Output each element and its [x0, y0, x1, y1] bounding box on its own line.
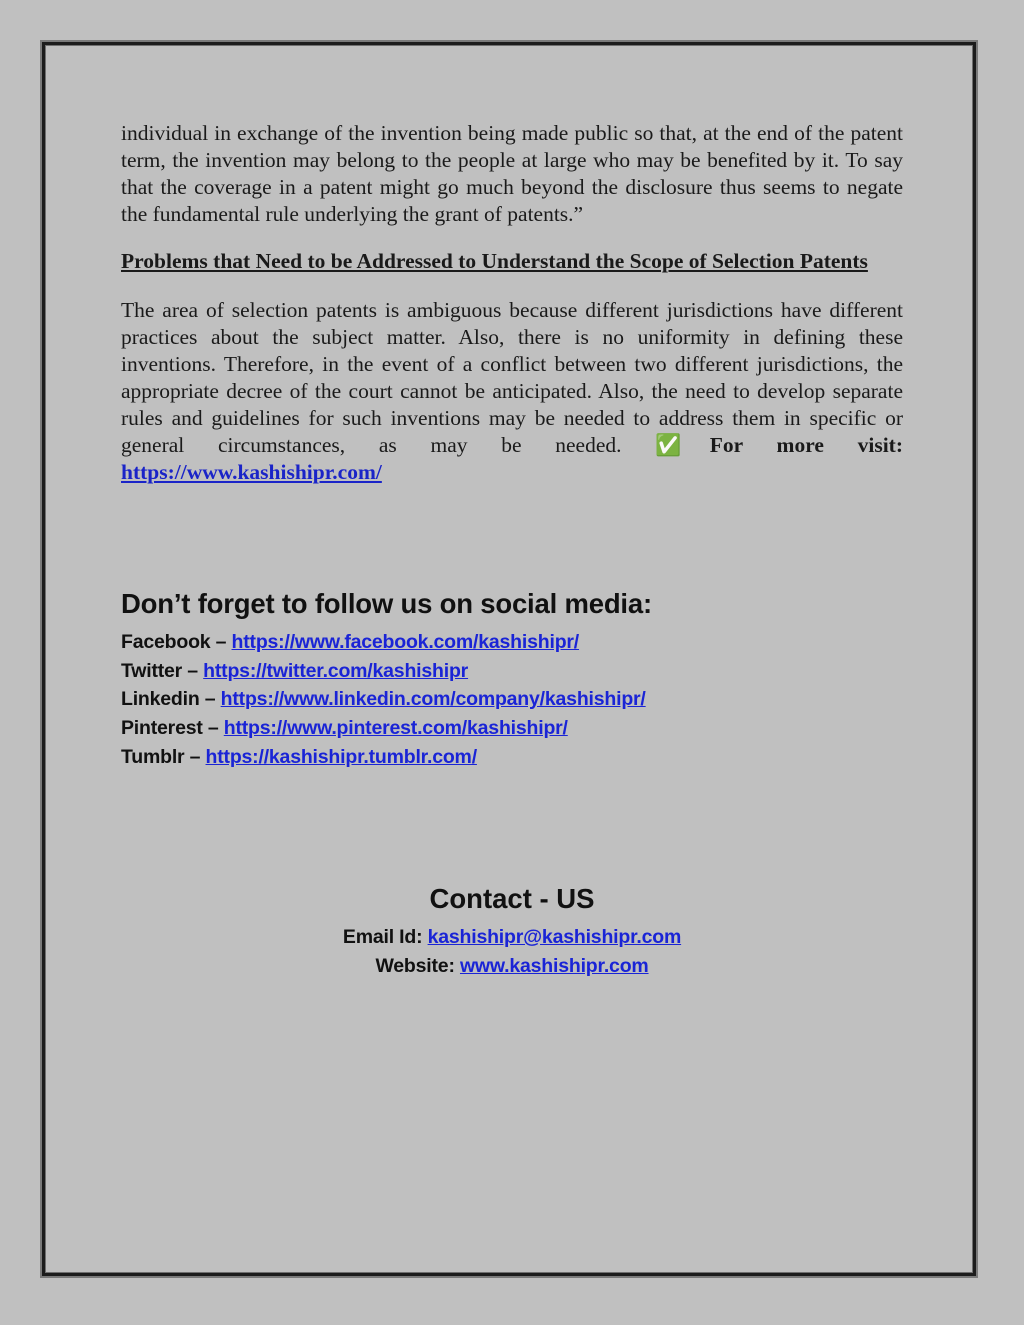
- intro-paragraph: individual in exchange of the invention being made public so that, at the end of the patent term, the invention may belong to the people at large who may be benefited by it. To say that the coverage in a patent might go much beyond the disclosure thus seems to negate the fundamental rule underlying the grant of patents.”: [121, 121, 903, 226]
- section-heading: Problems that Need to be Addressed to Understand the Scope of Selection Patents: [121, 249, 868, 273]
- email-link[interactable]: kashishipr@kashishipr.com: [427, 926, 682, 948]
- social-dash: –: [215, 631, 227, 653]
- social-item-linkedin: [121, 685, 646, 714]
- social-dash: –: [204, 688, 216, 711]
- social-item-twitter: [121, 657, 646, 686]
- social-label: Linkedin: [121, 688, 200, 711]
- more-label: For more visit:: [709, 433, 903, 457]
- section-paragraph-text: The area of selection patents is ambiguous because different jurisdictions have different practices about the subject matter. Also, there is no uniformity in defining these inventions. Therefore, in the event of a conflict between two different jurisdictions, the appropriate decree of the court cannot be anticipated. Also, the need to develop separate rules and guidelines for such inventions may be needed to address them in specific or general circumstances, as may be needed.: [121, 298, 903, 457]
- social-label: Twitter: [121, 659, 183, 682]
- social-item-pinterest: [121, 714, 646, 743]
- contact-title: Contact - US: [429, 883, 595, 914]
- section-paragraph: [121, 297, 903, 486]
- social-label: Facebook: [121, 631, 211, 653]
- website-link[interactable]: www.kashishipr.com: [459, 954, 649, 977]
- social-dash: –: [207, 717, 219, 740]
- tumblr-link[interactable]: https://kashishipr.tumblr.com/: [205, 745, 477, 768]
- contact-details: [0, 923, 1024, 980]
- facebook-link[interactable]: https://www.facebook.com/kashishipr/: [231, 631, 580, 653]
- social-dash: –: [189, 745, 201, 768]
- linkedin-link[interactable]: https://www.linkedin.com/company/kashishipr/: [220, 688, 646, 711]
- email-label: Email Id:: [342, 926, 423, 948]
- check-mark-icon: ✅: [655, 433, 710, 457]
- contact-website-row: [0, 952, 1024, 981]
- article-body: [121, 120, 903, 486]
- website-label: Website:: [375, 954, 455, 977]
- more-link[interactable]: https://www.kashishipr.com/: [121, 460, 382, 484]
- contact-email-row: [0, 923, 1024, 952]
- social-label: Tumblr: [121, 745, 185, 768]
- pinterest-link[interactable]: https://www.pinterest.com/kashishipr/: [223, 717, 568, 740]
- social-item-facebook: [121, 628, 646, 657]
- social-title: Don’t forget to follow us on social media:: [121, 588, 652, 619]
- social-label: Pinterest: [121, 717, 203, 740]
- social-dash: –: [187, 659, 198, 682]
- twitter-link[interactable]: https://twitter.com/kashishipr: [203, 659, 469, 682]
- social-list: [121, 628, 646, 772]
- social-item-tumblr: [121, 743, 646, 772]
